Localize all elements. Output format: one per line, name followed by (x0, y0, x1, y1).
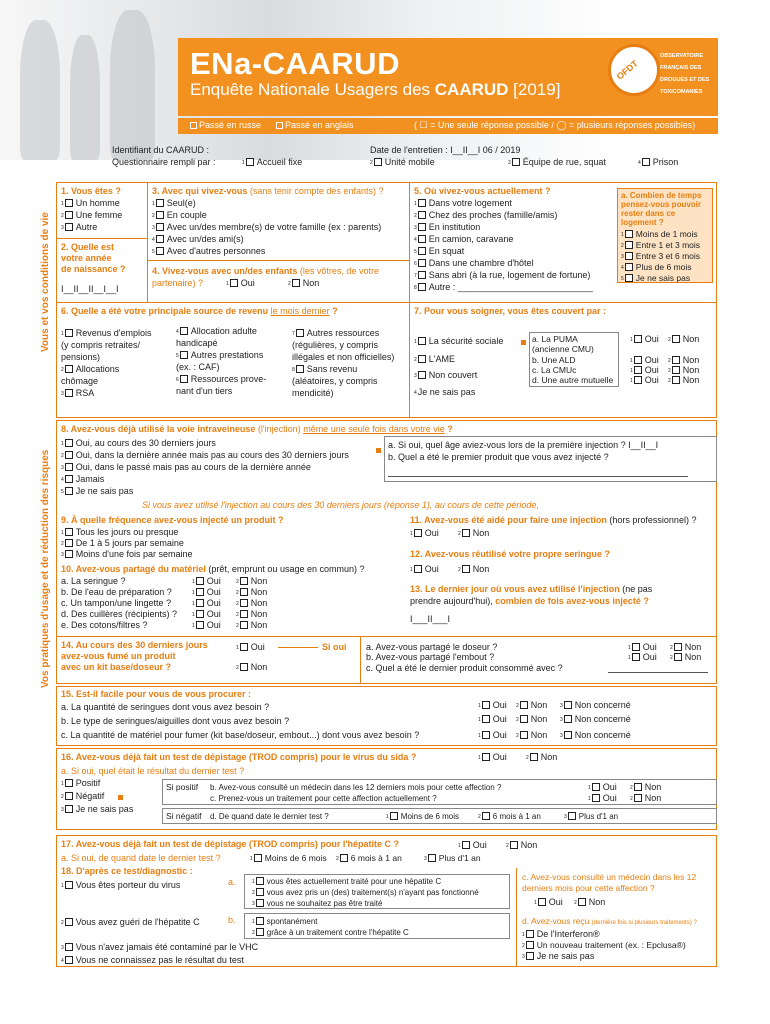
q18b-label: b. (228, 915, 236, 925)
oui-option[interactable]: 1 Oui (478, 700, 507, 710)
arrow-icon (376, 448, 381, 453)
option[interactable]: 3 Autre (61, 222, 98, 232)
q9-title: 9. À quelle fréquence avez-vous injecté un produit ? (61, 515, 284, 525)
q7-sub: c. La CMUc (532, 365, 577, 375)
option[interactable]: 1 Revenus d'emplois (61, 328, 152, 338)
q18-title: 18. D'après ce test/diagnostic : (61, 866, 193, 876)
q18a-label: a. (228, 877, 236, 887)
q13-field[interactable]: I___II___I (410, 614, 451, 624)
non-option[interactable]: 2 Non (506, 840, 538, 850)
q17a: a. Si oui, de quand date le dernier test ? (61, 853, 221, 863)
filled-by-label: Questionnaire rempli par : (112, 157, 216, 167)
q15-item: c. La quantité de matériel pour fumer (kit base/doseur, embout...) dont vous avez besoin ? (61, 730, 420, 740)
q16-title: 16. Avez-vous déjà fait un test de dépistage (TROD compris) pour le virus du sida ? (61, 752, 417, 762)
checkbox[interactable] (190, 122, 197, 129)
option[interactable]: 1 Accueil fixe (242, 157, 303, 167)
non-option[interactable]: 2 Non (630, 782, 662, 792)
q8-title: 8. Avez-vous déjà utilisé la voie intraveineuse (l'injection) même une seule fois dans votre vie ? (61, 424, 453, 434)
option[interactable]: 1 Moins de 6 mois (250, 853, 327, 863)
option[interactable]: 3 Non couvert (414, 370, 478, 380)
option[interactable]: 1 vous êtes actuellement traité pour une hépatite C (252, 877, 442, 886)
nc-option[interactable]: 3 Non concerné (560, 700, 631, 710)
oui-option[interactable]: 1 Oui (192, 576, 221, 586)
side-label-risques: Vos pratiques d'usage et de réduction des risques (40, 449, 51, 688)
arrow-icon (118, 795, 123, 800)
option[interactable]: 4Je ne sais pas (414, 387, 476, 397)
option[interactable]: 3 Je ne sais pas (61, 804, 134, 814)
legend-text: ( ☐ = Une seule réponse possible / ◯ = plusieurs réponses possibles) (414, 120, 696, 130)
option[interactable]: 3 RSA (61, 388, 95, 398)
option-text: mendicité) (292, 388, 334, 398)
non-option[interactable]: 2 Non (458, 528, 490, 538)
q4-title: 4. Vivez-vous avec un/des enfants (les vôtres, de votre (152, 266, 379, 276)
option[interactable]: 2 Allocations (61, 364, 120, 374)
option-text: nant d'un tiers (176, 386, 233, 396)
q10-item: d. Des cuillères (récipients) ? (61, 609, 178, 619)
option[interactable]: 5 En squat (414, 246, 465, 256)
q7-sub: b. Une ALD (532, 355, 576, 365)
q14-title: avez-vous fumé un produit (61, 651, 176, 661)
survey-subtitle: Enquête Nationale Usagers des CAARUD [2019] (190, 80, 561, 99)
non-option[interactable]: 2 Non (236, 598, 268, 608)
nc-option[interactable]: 3 Non concerné (560, 714, 631, 724)
option-text: (y compris retraites/ (61, 340, 141, 350)
option-text: (ex. : CAF) (176, 362, 220, 372)
oui-option[interactable]: 1 Oui (630, 365, 659, 375)
non-option[interactable]: 2 Non (236, 576, 268, 586)
oui-option[interactable]: 1 Oui (628, 642, 657, 652)
non-option[interactable]: 2 Non (670, 652, 702, 662)
survey-title: ENa-CAARUD (190, 46, 400, 81)
option[interactable]: 2 Entre 1 et 3 mois (621, 240, 701, 250)
oui-option[interactable]: 1 Oui (628, 652, 657, 662)
option[interactable]: 6 Ressources prove- (176, 374, 267, 384)
condition-text: Si vous avez utilisé l'injection au cours des 30 derniers jours (réponse 1), au cours de cette période, (142, 500, 539, 510)
option[interactable]: 2 Une femme (61, 210, 123, 220)
q2-title: de naissance ? (61, 264, 126, 274)
checkbox[interactable] (276, 122, 283, 129)
q6-title: 6. Quelle a été votre principale source de revenu le mois dernier ? (61, 306, 338, 316)
option[interactable]: 8 Sans revenu (292, 364, 358, 374)
option[interactable]: 2 Un nouveau traitement (ex. : Epclusa®) (522, 940, 686, 950)
oui-option[interactable]: 1 Oui (588, 782, 617, 792)
observatoire-logo-text: OBSERVATOIRE FRANÇAIS DES DROGUES ET DES TOXICOMANIES (660, 53, 710, 95)
oui-option[interactable]: 1 Oui (630, 375, 659, 385)
oui-option[interactable]: 1 Oui (478, 714, 507, 724)
non-option[interactable]: 2 Non (236, 620, 268, 630)
q3-title: 3. Avec qui vivez-vous (sans tenir compte des enfants) ? (152, 186, 384, 196)
q17-title: 17. Avez-vous déjà fait un test de dépistage (TROD compris) pour l'hépatite C ? (61, 839, 400, 849)
language-bar (178, 118, 718, 134)
non-option[interactable]: 2 Non (526, 752, 558, 762)
interview-date: Date de l'entretien : I__II__I 06 / 2019 (370, 145, 521, 155)
q8b-line[interactable] (388, 476, 688, 477)
q8b: b. Quel a été le premier produit que vous avez injecté ? (388, 452, 609, 462)
oui-option[interactable]: 1 Oui (192, 609, 221, 619)
q8a: a. Si oui, quel âge aviez-vous lors de la première injection ? I__II__I (388, 440, 659, 450)
oui-option[interactable]: 1 Oui (410, 564, 439, 574)
option[interactable]: 4 Vous ne connaissez pas le résultat du test (61, 955, 244, 965)
q14c-line[interactable] (608, 672, 708, 673)
q18c: c. Avez-vous consulté un médecin dans les 12 (522, 872, 697, 882)
option[interactable]: 2 Négatif (61, 791, 105, 801)
option[interactable]: 8 Autre : ___________________________ (414, 282, 593, 292)
option[interactable]: 1 Dans votre logement (414, 198, 512, 208)
option[interactable]: 7 Autres ressources (292, 328, 380, 338)
q1-title: 1. Vous êtes ? (61, 186, 121, 196)
oui-option[interactable]: 1 Oui (630, 334, 659, 344)
option[interactable]: 5 Autres prestations (176, 350, 264, 360)
oui-option[interactable]: 1 Oui (478, 752, 507, 762)
q13-title: 13. Le dernier jour où vous avez utilisé l'injection (ne pas (410, 584, 653, 594)
oui-option[interactable]: 1 Oui (236, 642, 265, 652)
option[interactable]: 2 En couple (152, 210, 207, 220)
option[interactable]: 3 En institution (414, 222, 481, 232)
option[interactable]: 2 Vous avez guéri de l'hépatite C (61, 917, 200, 927)
non-option[interactable]: 2 Non (668, 365, 700, 375)
option-text: chômage (61, 376, 99, 386)
q4-non[interactable]: 2 Non (288, 278, 320, 288)
non-option[interactable]: 2 Non (516, 714, 548, 724)
oui-option[interactable]: 1 Oui (630, 355, 659, 365)
q5a-title: a. Combien de temps (621, 191, 702, 200)
oui-option[interactable]: 1 Oui (410, 528, 439, 538)
non-option[interactable]: 2 Non (668, 355, 700, 365)
option[interactable]: 1 Positif (61, 778, 101, 788)
q10-item: b. De l'eau de préparation ? (61, 587, 172, 597)
side-label-vie: Vous et vos conditions de vie (40, 212, 51, 352)
non-option[interactable]: 2 Non (630, 793, 662, 803)
q10-title: 10. Avez-vous partagé du matériel (prêt, emprunt ou usage en commun) ? (61, 564, 365, 574)
option[interactable]: 7 Sans abri (à la rue, logement de fortune) (414, 270, 591, 280)
option[interactable]: 3 Plus d'1 an (564, 812, 619, 821)
q16c: c. Prenez-vous un traitement pour cette affection actuellement ? (210, 794, 437, 803)
option[interactable]: 2 De 1 à 5 jours par semaine (61, 538, 184, 548)
q7-sub: d. Une autre mutuelle (532, 375, 614, 385)
non-option[interactable]: 2 Non (236, 609, 268, 619)
q7-title: 7. Pour vous soigner, vous êtes couvert par : (414, 306, 607, 316)
q5a-title: logement ? (621, 218, 664, 227)
q10-item: a. La seringue ? (61, 576, 126, 586)
q14c: c. Quel a été le dernier produit consommé avec ? (366, 663, 563, 673)
option[interactable]: 5 Je ne sais pas (621, 273, 691, 283)
option[interactable]: 1 Oui, au cours des 30 derniers jours (61, 438, 216, 448)
option[interactable]: 3 Plus d'1 an (424, 853, 481, 863)
option[interactable]: 4 Plus de 6 mois (621, 262, 692, 272)
q18c: derniers mois pour cette affection ? (522, 883, 655, 893)
option[interactable]: 1 Vous êtes porteur du virus (61, 880, 181, 890)
option[interactable]: 4 Allocation adulte (176, 326, 257, 336)
option[interactable]: 3 Oui, dans le passé mais pas au cours de la dernière année (61, 462, 311, 472)
option[interactable]: 3 Entre 3 et 6 mois (621, 251, 701, 261)
option[interactable]: 4 Jamais (61, 474, 105, 484)
q14a: a. Avez-vous partagé le doseur ? (366, 642, 498, 652)
q16-sipos: Si positif (166, 782, 199, 792)
option[interactable]: 3 Moins d'une fois par semaine (61, 549, 193, 559)
option[interactable]: 4 Avec un/des ami(s) (152, 234, 244, 244)
arrow-icon (521, 340, 526, 345)
option-text: handicapé (176, 338, 218, 348)
option-text: illégales et non officielles) (292, 352, 395, 362)
option[interactable]: 2 6 mois à 1 an (336, 853, 402, 863)
option[interactable]: 1 Tous les jours ou presque (61, 527, 179, 537)
non-option[interactable]: 2 Non (236, 662, 268, 672)
q11-title: 11. Avez-vous été aidé pour faire une injection (hors professionnel) ? (410, 515, 697, 525)
non-option[interactable]: 2 Non (668, 375, 700, 385)
q7-sub: (ancienne CMU) (532, 344, 594, 354)
q16a: a. Si oui, quel était le résultat du dernier test ? (61, 766, 245, 776)
q2-title: votre année (61, 253, 112, 263)
option-text: (aléatoires, y compris (292, 376, 378, 386)
q15-title: 15. Est-il facile pour vous de vous procurer : (61, 689, 252, 699)
q4-oui[interactable]: 1 Oui (226, 278, 255, 288)
q12-title: 12. Avez-vous réutilisé votre propre seringue ? (410, 549, 610, 559)
oui-option[interactable]: 1 Oui (534, 897, 563, 907)
option[interactable]: 2 vous avez pris un (des) traitement(s) n'ayant pas fonctionné (252, 888, 479, 897)
option[interactable]: 2 Oui, dans la dernière année mais pas au cours des 30 derniers jours (61, 450, 349, 460)
option[interactable]: 1 spontanément (252, 917, 318, 926)
non-option[interactable]: 2 Non (516, 700, 548, 710)
option[interactable]: 1 Un homme (61, 198, 120, 208)
option[interactable]: 2 6 mois à 1 an (478, 812, 541, 821)
nc-option[interactable]: 3 Non concerné (560, 730, 631, 740)
option-text: pensions) (61, 352, 101, 362)
option[interactable]: 4 En camion, caravane (414, 234, 514, 244)
option[interactable]: 1 Moins de 6 mois (386, 812, 460, 821)
q5a-title: pensez-vous pouvoir (621, 200, 702, 209)
option[interactable]: 3 Avec un/des membre(s) de votre famille (ex : parents) (152, 222, 382, 232)
q16-sineg: Si négatif (166, 811, 202, 821)
option[interactable]: 5 Avec d'autres personnes (152, 246, 266, 256)
q13-title: prendre aujourd'hui), combien de fois avez-vous injecté ? (410, 596, 649, 606)
option[interactable]: 2 Unité mobile (370, 157, 435, 167)
q10-item: c. Un tampon/une lingette ? (61, 598, 172, 608)
option[interactable]: 2 Chez des proches (famille/amis) (414, 210, 558, 220)
non-option[interactable]: 2 Non (236, 587, 268, 597)
lang-anglais: Passé en anglais (285, 120, 354, 130)
oui-option[interactable]: 1 Oui (192, 620, 221, 630)
option[interactable]: 2 grâce à un traitement contre l'hépatite C (252, 928, 409, 937)
option[interactable]: 3 Je ne sais pas (522, 951, 595, 961)
oui-option[interactable]: 1 Oui (588, 793, 617, 803)
oui-option[interactable]: 1 Oui (478, 730, 507, 740)
oui-option[interactable]: 1 Oui (192, 598, 221, 608)
q16d: d. De quand date le dernier test ? (210, 812, 329, 821)
q5-title: 5. Où vivez-vous actuellement ? (414, 186, 551, 196)
oui-option[interactable]: 1 Oui (192, 587, 221, 597)
q18d: d. Avez-vous reçu (dernière fois si plusieurs traitements) ? (522, 916, 697, 926)
q16b: b. Avez-vous consulté un médecin dans les 12 derniers mois pour cette affection ? (210, 783, 502, 792)
option[interactable]: 5 Je ne sais pas (61, 486, 134, 496)
birth-year-field[interactable]: I__II__II__I__I (61, 284, 119, 294)
q14-title: 14. Au cours des 30 derniers jours (61, 640, 208, 650)
q14b: b. Avez-vous partagé l'embout ? (366, 652, 495, 662)
q10-item: e. Des cotons/filtres ? (61, 620, 148, 630)
caarud-id-label: Identifiant du CAARUD : (112, 145, 210, 155)
option[interactable]: 3 vous ne souhaitez pas être traité (252, 899, 383, 908)
q15-item: a. La quantité de seringues dont vous avez besoin ? (61, 702, 270, 712)
non-option[interactable]: 2 Non (668, 334, 700, 344)
q14-title: avec un kit base/doseur ? (61, 662, 172, 672)
option[interactable]: 1 La sécurité sociale (414, 336, 504, 346)
ofdt-seal-icon: OFDT (608, 44, 660, 96)
oui-option[interactable]: 1 Oui (458, 840, 487, 850)
option[interactable]: 1 Seul(e) (152, 198, 196, 208)
option[interactable]: 1 Moins de 1 mois (621, 229, 698, 239)
option[interactable]: 2 L'AME (414, 354, 456, 364)
non-option[interactable]: 2 Non (516, 730, 548, 740)
option-text: (régulières, y compris (292, 340, 379, 350)
lang-russe: Passé en russe (199, 120, 262, 130)
option[interactable]: 3 Équipe de rue, squat (508, 157, 606, 167)
option[interactable]: 4 Prison (638, 157, 679, 167)
option[interactable]: 6 Dans une chambre d'hôtel (414, 258, 534, 268)
q5a-title: rester dans ce (621, 209, 676, 218)
q14-sioui: Si oui (322, 642, 347, 652)
q4-hint: partenaire) ? (152, 278, 204, 288)
option[interactable]: 3 Vous n'avez jamais été contaminé par le VHC (61, 942, 259, 952)
option[interactable]: 1 De l'Interferon® (522, 929, 600, 939)
non-option[interactable]: 2 Non (670, 642, 702, 652)
q15-item: b. Le type de seringues/aiguilles dont vous avez besoin ? (61, 716, 290, 726)
q7-sub: a. La PUMA (532, 334, 578, 344)
non-option[interactable]: 2 Non (458, 564, 490, 574)
q2-title: 2. Quelle est (61, 242, 115, 252)
non-option[interactable]: 2 Non (574, 897, 606, 907)
